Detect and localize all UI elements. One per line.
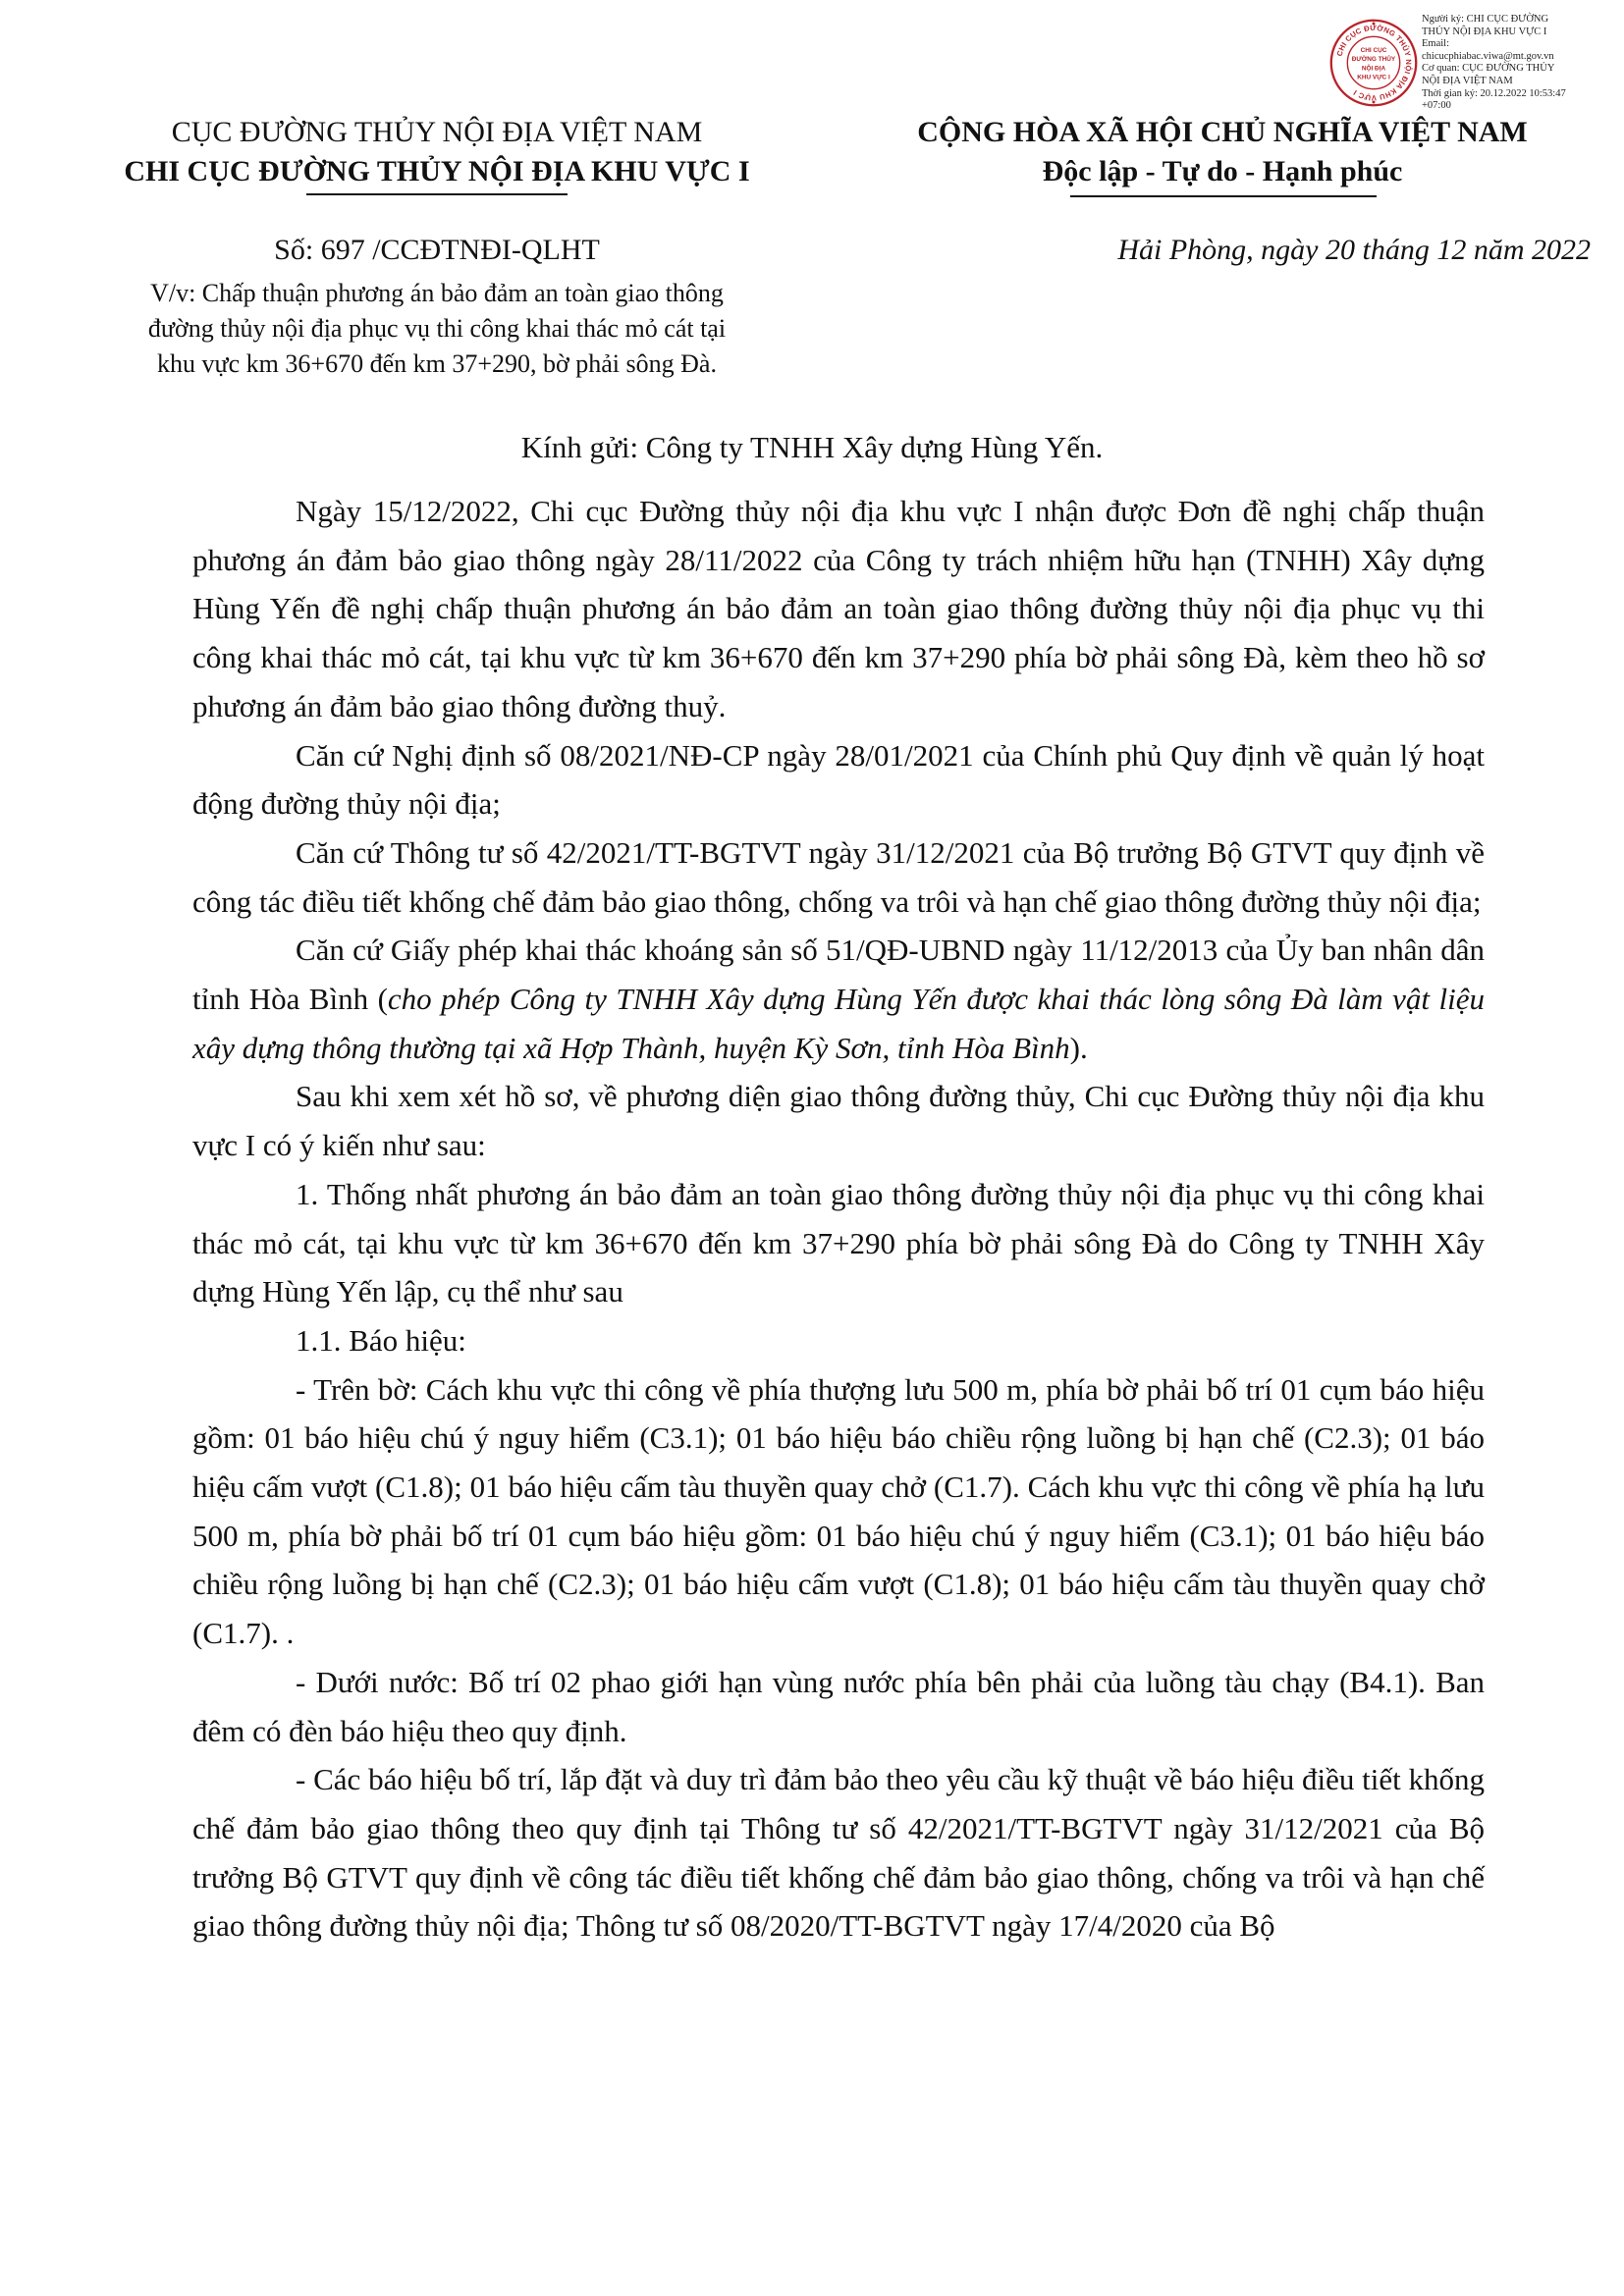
body-paragraph: Căn cứ Nghị định số 08/2021/NĐ-CP ngày 28/01/2021 của Chính phủ Quy định về quản lý hoạt động đường thủy nội địa; [192, 737, 1485, 822]
subject [59, 276, 815, 382]
agency-underline [306, 193, 568, 195]
document-number: Số: 697 /CCĐTNĐI-QLHT [274, 234, 600, 266]
subject-line: khu vực km 36+670 đến km 37+290, bờ phải sông Đà. [157, 349, 717, 378]
paragraph-text: Căn cứ Giấy phép khai thác khoáng sản số 51/QĐ-UBND ngày 11/12/2013 của Ủy ban nhân dân tỉnh Hòa Bình ( [192, 933, 1485, 1017]
agency-name: CHI CỤC ĐƯỜNG THỦY NỘI ĐỊA KHU VỰC I [124, 155, 750, 187]
official-seal [1328, 18, 1419, 108]
national-motto: Độc lập - Tự do - Hạnh phúc [1042, 155, 1403, 187]
signature-line: Thời gian ký: 20.12.2022 10:53:47 [1422, 87, 1566, 99]
signature-line: THỦY NỘI ĐỊA KHU VỰC I [1422, 26, 1547, 37]
agency-parent: CỤC ĐƯỜNG THỦY NỘI ĐỊA VIỆT NAM [171, 116, 703, 148]
seal-center-line: CHI CỤC [1360, 46, 1387, 54]
signature-line: Cơ quan: CỤC ĐƯỜNG THỦY [1422, 63, 1555, 75]
recipient: Kính gửi: Công ty TNHH Xây dựng Hùng Yến. [520, 430, 1104, 464]
seal-center-line: ĐƯỜNG THỦY [1351, 56, 1396, 64]
signature-line: +07:00 [1422, 100, 1451, 112]
national-title: CỘNG HÒA XÃ HỘI CHỦ NGHĨA VIỆT NAM [917, 116, 1528, 148]
seal-ring-text: CHI CỤC ĐƯỜNG THỦY NỘI ĐỊA KHU VỰC I [1334, 23, 1414, 103]
body-paragraph: Căn cứ Thông tư số 42/2021/TT-BGTVT ngày 31/12/2021 của Bộ trưởng Bộ GTVT quy định về công tác điều tiết khống chế đảm bảo giao thông, chống va trôi và hạn chế giao thông đường thủy nội địa; [192, 834, 1485, 919]
body-paragraph: - Dưới nước: Bố trí 02 phao giới hạn vùng nước phía bên phải của luồng tàu chạy (B4.1). Ban đêm có đèn báo hiệu theo quy định. [192, 1664, 1485, 1748]
digital-signature-info [1422, 14, 1589, 113]
body-paragraph: 1. Thống nhất phương án bảo đảm an toàn giao thông đường thủy nội địa phục vụ thi công khai thác mỏ cát, tại khu vực từ km 36+670 đến km 37+290 phía bờ phải sông Đà do Công ty TNHH Xây dựng Hùng Yến lập, cụ thể như sau [192, 1176, 1485, 1309]
motto-underline [1070, 195, 1377, 197]
paragraph-text: ). [1069, 1030, 1088, 1065]
signature-line: Email: [1422, 38, 1449, 50]
body-paragraph: Ngày 15/12/2022, Chi cục Đường thủy nội địa khu vực I nhận được Đơn đề nghị chấp thuận phương án đảm bảo giao thông ngày 28/11/2022 của Công ty trách nhiệm hữu hạn (TNHH) Xây dựng Hùng Yến đề nghị chấp thuận phương án bảo đảm an toàn giao thông đường thủy nội địa phục vụ thi công khai thác mỏ cát, tại khu vực từ km 36+670 đến km 37+290 phía bờ phải sông Đà, kèm theo hồ sơ phương án đảm bảo giao thông đường thuỷ. [192, 494, 1485, 723]
section-heading: 1.1. Báo hiệu: [296, 1322, 466, 1358]
body-paragraph: - Các báo hiệu bố trí, lắp đặt và duy trì đảm bảo theo yêu cầu kỹ thuật về báo hiệu điều tiết khống chế đảm bảo giao thông theo quy định tại Thông tư số 42/2021/TT-BGTVT ngày 31/12/2021 của Bộ trưởng Bộ GTVT quy định về công tác điều tiết khống chế đảm bảo giao thông, chống va trôi và hạn chế giao thông đường thủy nội địa; Thông tư số 08/2020/TT-BGTVT ngày 17/4/2020 của Bộ [192, 1762, 1485, 1944]
seal-center-line: KHU VỰC I [1357, 74, 1390, 81]
place-date: Hải Phòng, ngày 20 tháng 12 năm 2022 [1117, 234, 1591, 266]
body-paragraph [192, 926, 1485, 1072]
letter-body [192, 487, 1485, 1950]
body-paragraph: Sau khi xem xét hồ sơ, về phương diện giao thông đường thủy, Chi cục Đường thủy nội địa khu vực I có ý kiến như sau: [192, 1079, 1485, 1163]
signature-line: chicucphiabac.viwa@mt.gov.vn [1422, 50, 1554, 62]
subject-line: đường thủy nội địa phục vụ thi công khai thác mỏ cát tại [147, 314, 727, 343]
italic-text: cho phép Công ty TNHH Xây dựng Hùng Yến được khai thác lòng sông Đà làm vật liệu xây dựng thông thường tại xã Hợp Thành, huyện Kỳ Sơn, tỉnh Hòa Bình [192, 982, 1485, 1065]
seal-center-line: NỘI ĐỊA [1361, 65, 1386, 73]
subject-line: V/v: Chấp thuận phương án bảo đảm an toàn giao thông [150, 279, 724, 307]
signature-line: Người ký: CHI CỤC ĐƯỜNG [1422, 14, 1549, 25]
body-paragraph: - Trên bờ: Cách khu vực thi công về phía thượng lưu 500 m, phía bờ phải bố trí 01 cụm báo hiệu gồm: 01 báo hiệu chú ý nguy hiểm (C3.1); 01 báo hiệu báo chiều rộng luồng bị hạn chế (C2.3); 01 báo hiệu cấm vượt (C1.8); 01 báo hiệu cấm tàu thuyền quay chở (C1.7). Cách khu vực thi công về phía hạ lưu 500 m, phía bờ phải bố trí 01 cụm báo hiệu gồm: 01 báo hiệu chú ý nguy hiểm (C3.1); 01 báo hiệu báo chiều rộng luồng bị hạn chế (C2.3); 01 báo hiệu cấm vượt (C1.8); 01 báo hiệu cấm tàu thuyền quay chở (C1.7). . [192, 1371, 1485, 1651]
signature-line: NỘI ĐỊA VIỆT NAM [1422, 75, 1513, 86]
